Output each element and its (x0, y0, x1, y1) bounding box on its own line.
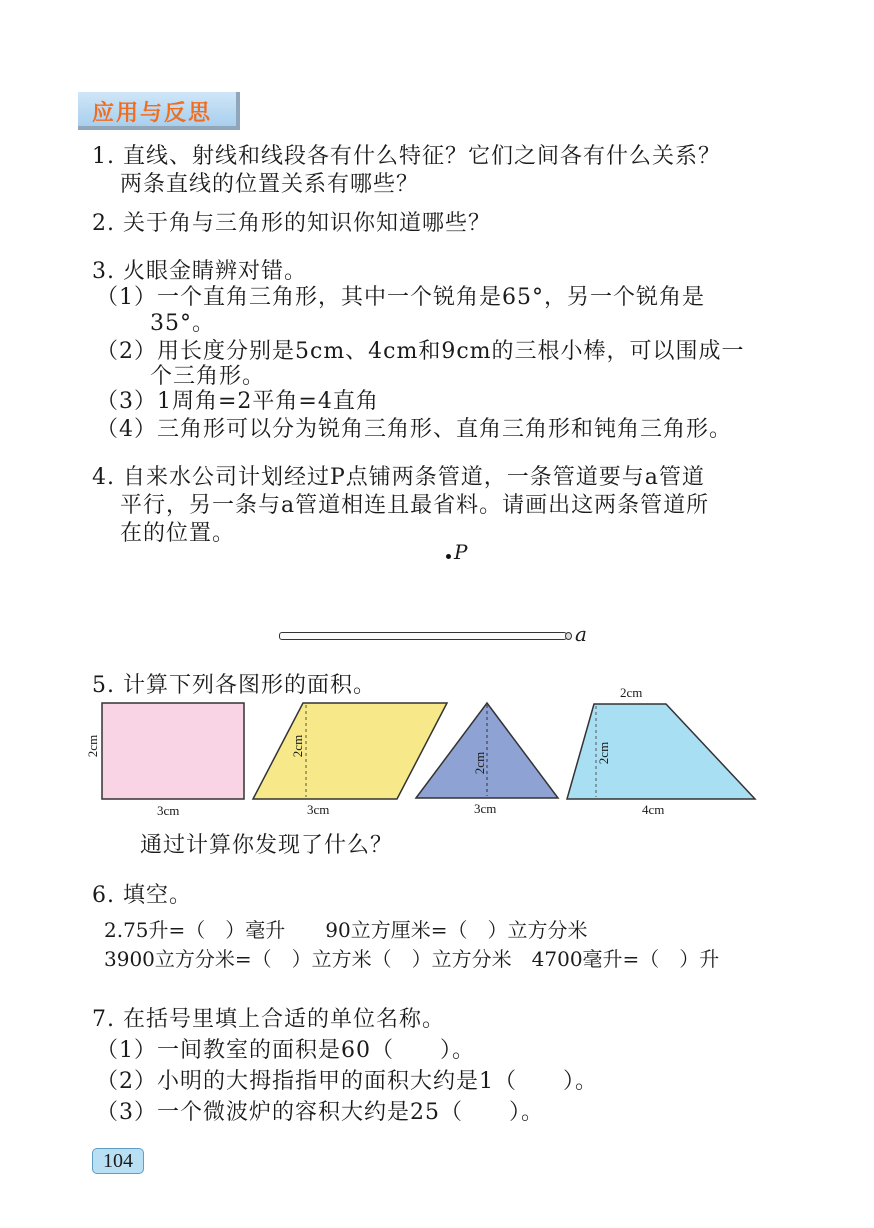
trapezoid-base-label: 4cm (642, 802, 665, 817)
trapezoid-height-label: 2cm (596, 741, 611, 765)
q1-line2: 两条直线的位置关系有哪些？ (120, 172, 420, 197)
q3-item2b: 个三角形。 (150, 364, 266, 389)
page-number: 104 (92, 1148, 144, 1174)
parallelogram-shape (253, 703, 447, 799)
q4-line1: 4. 自来水公司计划经过P点铺两条管道，一条管道要与a管道 (92, 465, 705, 490)
rect-height-label: 2cm (85, 734, 100, 758)
q4-line2: 平行，另一条与a管道相连且最省料。请画出这两条管道所 (120, 493, 710, 518)
rect-base-label: 3cm (157, 803, 180, 818)
q4-line3: 在的位置。 (120, 521, 236, 546)
pipe-a-label: a (575, 622, 587, 646)
trapezoid-top-label: 2cm (620, 685, 643, 700)
q6-row2: 3900立方分米=（ ）立方米（ ）立方分米 4700毫升=（ ）升 (104, 947, 720, 971)
q5-question: 通过计算你发现了什么？ (140, 833, 394, 858)
q3-item2a: （2）用长度分别是5cm、4cm和9cm的三根小棒，可以围成一 (96, 339, 745, 364)
q1-line1: 1. 直线、射线和线段各有什么特征？它们之间各有什么关系？ (92, 144, 721, 169)
q3-item3: （3）1周角=2平角=4直角 (96, 389, 379, 414)
triangle-height-label: 2cm (472, 751, 487, 775)
q7-item2: （2）小明的大拇指指甲的面积大约是1（ ）。 (96, 1069, 598, 1094)
q7-line1: 7. 在括号里填上合适的单位名称。 (92, 1007, 445, 1032)
parallelogram-height-label: 2cm (290, 734, 305, 758)
q7-item1: （1）一间教室的面积是60（ ）。 (96, 1038, 475, 1063)
q7-item3: （3）一个微波炉的容积大约是25（ ）。 (96, 1100, 544, 1125)
triangle-base-label: 3cm (474, 801, 497, 816)
q5-line1: 5. 计算下列各图形的面积。 (92, 673, 376, 698)
q3-item1a: （1）一个直角三角形，其中一个锐角是65°，另一个锐角是 (96, 285, 705, 310)
q6-line1: 6. 填空。 (92, 883, 192, 908)
q3-item1b: 35°。 (150, 311, 215, 336)
q2-line1: 2. 关于角与三角形的知识你知道哪些？ (92, 211, 491, 236)
q3-line1: 3. 火眼金睛辨对错。 (92, 259, 307, 284)
q3-item4: （4）三角形可以分为锐角三角形、直角三角形和钝角三角形。 (96, 417, 732, 442)
q6-row1: 2.75升=（ ）毫升 90立方厘米=（ ）立方分米 (104, 918, 588, 942)
rectangle-shape (102, 703, 244, 799)
parallelogram-base-label: 3cm (307, 802, 330, 817)
section-title: 应用与反思 (92, 101, 213, 126)
point-p-label: P (454, 540, 468, 564)
